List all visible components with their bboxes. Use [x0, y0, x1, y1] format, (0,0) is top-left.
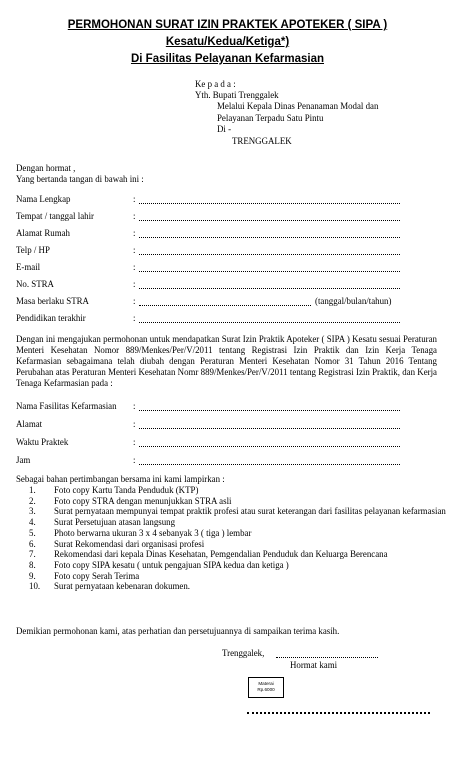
field-waktu-blank[interactable]: [139, 446, 400, 447]
signature-place: Trenggalek,: [222, 648, 265, 658]
field-alamat-blank[interactable]: [139, 428, 400, 429]
field-colon: :: [133, 228, 136, 238]
field-colon: :: [133, 211, 136, 221]
field-masa-stra-format-hint: (tanggal/bulan/tahun): [315, 296, 392, 306]
closing-statement: Demikian permohonan kami, atas perhatian dan persetujuannya di sampaikan terima kasih.: [16, 626, 340, 636]
field-colon: :: [133, 194, 136, 204]
field-jam-blank[interactable]: [139, 464, 400, 465]
recipient-kepada: Ke p a d a :: [195, 79, 236, 89]
field-label-waktu: Waktu Praktek: [16, 437, 69, 447]
field-colon: :: [133, 437, 136, 447]
field-label-email: E-mail: [16, 262, 41, 272]
field-label-telp: Telp / HP: [16, 245, 50, 255]
signature-name-line[interactable]: [247, 712, 430, 714]
list-item: 5. Photo berwarna ukuran 3 x 4 sebanyak 3 ( tiga ) lembar: [29, 527, 252, 538]
recipient-addressee: Yth. Bupati Trenggalek: [195, 90, 279, 100]
field-colon: :: [133, 419, 136, 429]
field-colon: :: [133, 279, 136, 289]
field-colon: :: [133, 455, 136, 465]
list-item: 4. Surat Persetujuan atasan langsung: [29, 517, 176, 528]
field-label-alamat: Alamat: [16, 419, 43, 429]
form-title: PERMOHONAN SURAT IZIN PRAKTEK APOTEKER ( SIPA ): [67, 19, 388, 31]
list-item: 2. Foto copy STRA dengan menunjukkan STRA asli: [29, 495, 232, 506]
form-subtitle-facility: Di Fasilitas Pelayanan Kefarmasian: [130, 53, 325, 65]
field-fasilitas-blank[interactable]: [139, 410, 400, 411]
list-item: 7. Rekomendasi dari kepala Dinas Kesehatan, Pemgendalian Penduduk dan Keluarga Berencana: [29, 549, 388, 560]
signature-regards: Hormat kami: [290, 660, 338, 670]
recipient-via-line1: Melalui Kepala Dinas Penanaman Modal dan: [217, 101, 379, 111]
field-label-masa-stra: Masa berlaku STRA: [16, 296, 89, 306]
list-item: 3. Surat pernyataan mempunyai tempat praktik profesi atau surat keterangan dari fasilitas pelayanan kefarmasian: [29, 506, 446, 517]
field-label-nama: Nama Lengkap: [16, 194, 71, 204]
stamp-value: Rp.6000: [257, 687, 275, 692]
materai-stamp-box: [248, 677, 284, 698]
stamp-label: Materai: [258, 681, 274, 686]
field-telp-blank[interactable]: [139, 254, 400, 255]
field-colon: :: [133, 401, 136, 411]
request-paragraph: Dengan ini mengajukan permohonan untuk mendapatkan Surat Izin Praktik Apoteker ( SIPA ) Kesatu sesuai Peraturan Menteri Kesehatan Nomor 889/Menkes/Per/V/2011 tentang Registrasi Izin Praktik dan Izin Kerja Tenaga Kefarmasian sebagaimana telah diubah dengan Peraturan Menteri Kesehatan Nomor 31 Tahun 2016 Tentang Perubahan atas Peraturan Menteri Kesehatan Nomr 889/Menkes/Per/V/2011 tentang Registrasi Izin Praktik, dan Kerja Tenaga Kefarmasian pada :: [16, 334, 437, 388]
field-label-ttl: Tempat / tanggal lahir: [16, 211, 94, 221]
field-stra-blank[interactable]: [139, 288, 400, 289]
field-colon: :: [133, 296, 136, 306]
list-item: 8. Foto copy SIPA kesatu ( untuk pengajuan SIPA kedua dan ketiga ): [29, 559, 289, 570]
attachments-list: [16, 485, 446, 592]
field-label-alamat-rumah: Alamat Rumah: [16, 228, 70, 238]
form-subtitle: Kesatu/Kedua/Ketiga*): [165, 36, 290, 48]
list-item: 9. Foto copy Serah Terima: [29, 570, 140, 581]
field-label-pendidikan: Pendidikan terakhir: [16, 313, 86, 323]
recipient-city: TRENGGALEK: [232, 136, 292, 146]
field-label-fasilitas: Nama Fasilitas Kefarmasian: [16, 401, 117, 411]
greeting-intro: Yang bertanda tangan di bawah ini :: [16, 174, 144, 184]
field-label-jam: Jam: [16, 455, 31, 465]
field-ttl-blank[interactable]: [139, 220, 400, 221]
signature-date-blank[interactable]: [276, 657, 378, 658]
list-item: 6. Surat Rekomendasi dari organisasi profesi: [29, 538, 205, 549]
recipient-via-line2: Pelayanan Terpadu Satu Pintu: [217, 113, 324, 123]
field-email-blank[interactable]: [139, 271, 400, 272]
field-pendidikan-blank[interactable]: [139, 322, 400, 323]
field-colon: :: [133, 245, 136, 255]
field-colon: :: [133, 262, 136, 272]
greeting-line: Dengan hormat ,: [16, 163, 76, 173]
list-item: 1. Foto copy Kartu Tanda Penduduk (KTP): [29, 485, 199, 495]
recipient-di: Di -: [217, 124, 232, 134]
field-colon: :: [133, 313, 136, 323]
list-item: 10. Surat pernyataan kebenaran dokumen.: [29, 581, 191, 592]
field-label-stra: No. STRA: [16, 279, 54, 289]
field-alamat-rumah-blank[interactable]: [139, 237, 400, 238]
field-masa-stra-blank[interactable]: [139, 305, 311, 306]
attachments-intro: Sebagai bahan pertimbangan bersama ini kami lampirkan :: [16, 474, 225, 484]
field-nama-blank[interactable]: [139, 203, 400, 204]
